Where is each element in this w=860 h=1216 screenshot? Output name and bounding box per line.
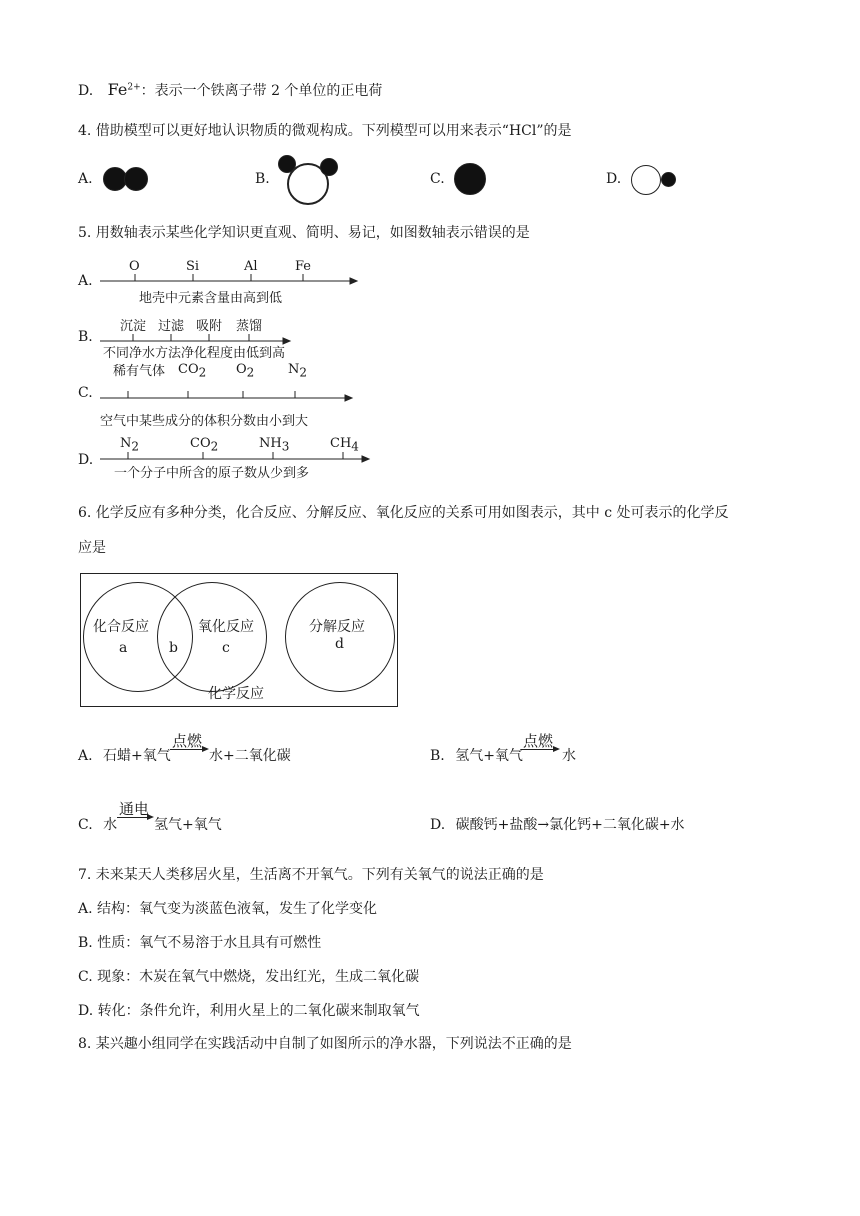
option-label: D. — [78, 83, 94, 99]
reactants: 水 — [103, 817, 118, 833]
reaction-arrow — [521, 749, 557, 750]
q5-option-a-label: A. — [78, 273, 93, 289]
tick-label: 沉淀 — [120, 319, 147, 334]
products: 氢气+氧气 — [154, 817, 222, 833]
q4-option-a-label: A. — [78, 171, 93, 187]
venn-label-combination: 化合反应 — [93, 619, 149, 635]
option-label: B. — [430, 748, 445, 764]
arrow-head — [553, 746, 560, 752]
condition: 点燃 — [172, 732, 203, 750]
q4-option-d-label: D. — [606, 171, 622, 187]
tick-label-ch4: $CH_4$ — [330, 436, 359, 454]
reactants: 氢气+氧气 — [455, 748, 523, 764]
tick-label-o2: $O_2$ — [236, 362, 255, 380]
q7-option-a: A. 结构：氧气变为淡蓝色液氧，发生了化学变化 — [78, 901, 378, 917]
tick-label: 吸附 — [196, 319, 223, 334]
q5-option-c-label: C. — [78, 385, 93, 401]
q5-axis-d — [100, 452, 369, 462]
axis-caption: 不同净水方法净化程度由低到高 — [103, 346, 286, 361]
condition: 通电 — [119, 800, 150, 818]
q4-option-c-label: C. — [430, 171, 445, 187]
q6-option-d — [430, 814, 685, 834]
arrow-head — [202, 746, 209, 752]
arrow-head — [147, 814, 154, 820]
tick-label-co2: $CO_2$ — [178, 362, 207, 380]
tick-label: Si — [186, 259, 200, 274]
venn-region-d: d — [335, 636, 344, 652]
option-label: D. — [430, 817, 446, 833]
q5-option-d-label: D. — [78, 452, 94, 468]
tick-label-n2: $N_2$ — [120, 436, 140, 454]
venn-region-b: b — [169, 640, 178, 656]
q6-option-a — [78, 745, 171, 765]
tick-label-n2: $N_2$ — [288, 362, 308, 380]
q6-option-c — [78, 814, 117, 834]
products: 水+二氧化碳 — [209, 748, 291, 764]
q4-stem: 4. 借助模型可以更好地认识物质的微观构成。下列模型可以用来表示“HCl”的是 — [78, 123, 572, 139]
q6-stem-line1: 6. 化学反应有多种分类，化合反应、分解反应、氧化反应的关系可用如图表示，其中 c 处可表示的化学反 — [78, 505, 729, 521]
iron-ion-symbol: Fe — [107, 80, 128, 99]
tick-label: Fe — [295, 259, 312, 274]
ion-charge: 2+ — [127, 82, 141, 93]
venn-label-outer: 化学反应 — [208, 686, 264, 702]
tick-label: 过滤 — [158, 319, 185, 334]
q6-stem-line2: 应是 — [78, 540, 106, 556]
venn-label-decomposition: 分解反应 — [309, 619, 365, 635]
q7-option-b: B. 性质：氧气不易溶于水且具有可燃性 — [78, 935, 322, 951]
axis-caption: 一个分子中所含的原子数从少到多 — [114, 466, 310, 481]
q7-option-c: C. 现象：木炭在氧气中燃烧，发出红光，生成二氧化碳 — [78, 969, 420, 985]
q6-option-b — [430, 745, 523, 765]
products: 水 — [562, 748, 576, 764]
tick-label: 蒸馏 — [236, 319, 263, 334]
tick-label: Al — [244, 259, 258, 274]
q5-option-b-label: B. — [78, 329, 93, 345]
venn-label-oxidation: 氧化反应 — [198, 619, 254, 635]
tick-label: 稀有气体 — [113, 364, 166, 379]
q5-axis-c — [100, 391, 352, 401]
tick-label-nh3: $NH_3$ — [259, 436, 290, 454]
option-label: C. — [78, 817, 93, 833]
q8-stem: 8. 某兴趣小组同学在实践活动中自制了如图所示的净水器，下列说法不正确的是 — [78, 1036, 572, 1052]
reaction-arrow — [117, 817, 151, 818]
axis-caption: 地壳中元素含量由高到低 — [139, 291, 283, 306]
axis-caption: 空气中某些成分的体积分数由小到大 — [100, 414, 309, 429]
reactants: 石蜡+氧气 — [103, 748, 171, 764]
option-text: ：表示一个铁离子带 2 个单位的正电荷 — [140, 83, 383, 99]
q7-option-d: D. 转化：条件允许，利用火星上的二氧化碳来制取氧气 — [78, 1003, 420, 1019]
tick-label: O — [129, 259, 140, 274]
reaction-arrow — [170, 749, 206, 750]
option-label: A. — [78, 748, 93, 764]
tick-label-co2: $CO_2$ — [190, 436, 219, 454]
q4-option-b-label: B. — [255, 171, 270, 187]
q5-stem: 5. 用数轴表示某些化学知识更直观、简明、易记，如图数轴表示错误的是 — [78, 225, 530, 241]
venn-region-a: a — [119, 640, 128, 656]
equation: 碳酸钙+盐酸→氯化钙+二氧化碳+水 — [455, 817, 685, 833]
venn-circle-oxidation — [157, 582, 267, 692]
condition: 点燃 — [523, 732, 554, 750]
q5-number-lines — [0, 0, 860, 480]
q7-stem: 7. 未来某天人类移居火星，生活离不开氧气。下列有关氧气的说法正确的是 — [78, 867, 544, 883]
venn-region-c: c — [222, 640, 230, 656]
q5-axis-a — [100, 274, 357, 284]
